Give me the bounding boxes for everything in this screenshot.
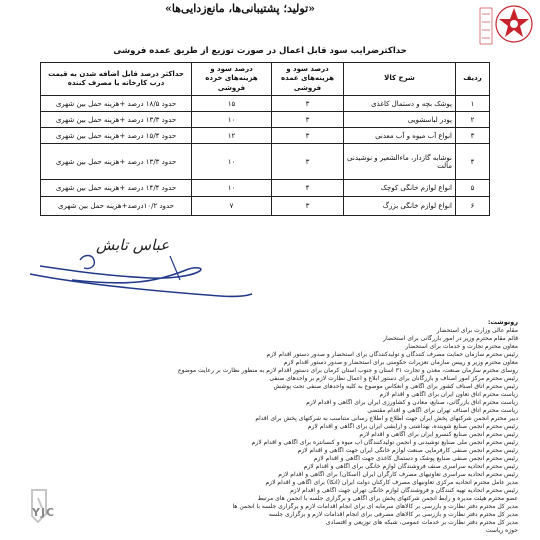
retail-percent: ۱۰ <box>192 112 272 128</box>
table-header-row <box>41 63 490 96</box>
table-row <box>41 197 490 216</box>
cc-line: رئیس محترم انجمن ملی صنایع نوشیدنی و انجمن تولیدکنندگان آب میوه و کنسانتره برای آگاهی و اقدام لازم <box>251 439 518 446</box>
row-number: ۱ <box>456 96 490 112</box>
cc-line: معاون محترم تجارت و خدمات برای استحضار <box>405 343 518 350</box>
cc-line: مدیر کل محترم دفتر نظارت و بازرسی بر کالاهای مصرفی برای انجام اقدامات لازم و برگزاری جلسه <box>268 511 518 518</box>
retail-percent: ۷ <box>192 197 272 216</box>
copy-recipients <box>18 318 518 534</box>
cc-list <box>18 327 518 535</box>
cc-header: رونوشت: <box>487 318 518 326</box>
wholesale-percent: ۳ <box>272 128 344 144</box>
slogan: «تولید؛ پشتیبانی‌ها، مانع‌زدایی‌ها» <box>164 2 316 15</box>
item-description: انواع آب میوه و آب معدنی <box>344 128 456 144</box>
item-description: انواع لوازم خانگی کوچک <box>344 180 456 197</box>
retail-percent: ۱۰ <box>192 144 272 180</box>
retail-percent: ۱۰ <box>192 180 272 197</box>
max-percent: حدود ۱۳/۳ درصد +هزینه حمل بین شهری <box>41 144 192 180</box>
cc-line: مدیر عامل محترم اتحادیه مرکزی تعاونیهای مصرف کارکنان دولت ایران (اتکا) برای آگاهی و اقدام لازم <box>265 479 518 486</box>
wholesale-percent: ۳ <box>272 96 344 112</box>
cc-line: عضو محترم هیئت مدیره و رابط انجمن شرکتهای پخش برای آگاهی و برگزاری جلسه با انجمن های مرتبط <box>257 495 518 502</box>
max-percent: حدود ۱۰/۲درصد+هزینه حمل بین شهری <box>41 197 192 216</box>
wholesale-percent: ۳ <box>272 197 344 216</box>
cc-line: رئیس محترم انجمن صنایع شوینده، بهداشتی و آرایشی ایران برای آگاهی و اقدام لازم <box>307 423 518 430</box>
max-percent: حدود ۱۳/۳ درصد +هزینه حمل بین شهری <box>41 112 192 128</box>
cc-line: رئیس محترم سازمان حمایت مصرف کنندگان و تولیدکنندگان برای استحضار و صدور دستور اقدام لازم <box>266 351 518 358</box>
cc-line: ریاست محترم اتاق بازرگانی، صنایع، معادن و کشاورزی ایران برای آگاهی و اقدام لازم <box>306 399 518 406</box>
item-description: نوشابه گازدار، ماءالشعیر و نوشیدنی مالت <box>344 144 456 180</box>
header-item: شرح کالا <box>344 63 456 96</box>
table-row <box>41 128 490 144</box>
document-title: حداکثرضرایب سود قابل اعمال در صورت توزیع از طریق عمده فروشی <box>113 46 407 56</box>
header-row-number: ردیف <box>456 63 490 96</box>
header-retail: درصد سود و هزینه‌های خرده فروشی <box>192 63 272 96</box>
max-percent: حدود ۱۵/۴ درصد +هزینه حمل بین شهری <box>41 128 192 144</box>
cc-line: رئیس محترم انجمن صنفی صنایع پوشک و دستمال کاغذی جهت آگاهی و اقدام لازم <box>313 455 518 462</box>
cc-line: دبیر محترم انجمن شرکتهای پخش ایران جهت اطلاع و اطلاع رسانی متناسب به شرکتهای پخش برای اقدام <box>255 415 518 422</box>
cc-line: روسای محترم سازمان صنعت، معدن و تجارت ۳۱ استان و جنوب استان کرمان برای دستور اقدام لازم به منظور نظارت بر رعایت موضوع <box>178 367 518 374</box>
cc-line: معاون محترم وزیر و رییس سازمان تعزیرات حکومتی برای استحضار و صدور دستور اقدام لازم <box>283 359 518 366</box>
watermark-text: YJC <box>32 506 56 519</box>
max-percent: حدود ۱۸/۵ درصد +هزینه حمل بین شهری <box>41 96 192 112</box>
cc-line: رئیس محترم اتحادیه تهیه کنندگان و فروشندگان لوازم خانگی تهران جهت آگاهی و اقدام لازم <box>290 487 518 494</box>
cc-line: ریاست محترم اتاق تعاون ایران برای آگاهی و اقدام لازم <box>379 391 518 398</box>
header-wholesale: درصد سود و هزینه‌های عمده فروشی <box>272 63 344 96</box>
table-row <box>41 144 490 180</box>
cc-line: رئیس محترم اتاق اصناف کشور برای آگاهی و انعکاس موضوع به کلیه واحدهای صنفی تحت پوشش <box>273 383 518 390</box>
table-body <box>41 96 490 216</box>
cc-line: مدیر کل محترم دفتر نظارت بر خدمات عمومی، شبکه های توزیعی و اقتصادی <box>326 519 518 526</box>
cc-line: حوزه ریاست <box>485 527 518 534</box>
table-row <box>41 112 490 128</box>
profit-margin-table-wrapper <box>40 62 490 216</box>
cc-line: رئیس محترم اتحادیه سراسری تعاونیهای مصرف کارگران ایران (اسکان) برای آگاهی و اقدام لازم <box>278 471 518 478</box>
cc-line: رئیس محترم مرکز امور اصناف و بازرگانان برای دستور ابلاغ و اعمال نظارت لازم بر واحدهای صنفی <box>269 375 518 382</box>
row-number: ۶ <box>456 197 490 216</box>
cc-line: مقام عالی وزارت برای استحضار <box>436 327 518 334</box>
wholesale-percent: ۴ <box>272 180 344 197</box>
table-row <box>41 180 490 197</box>
row-number: ۵ <box>456 180 490 197</box>
item-description: پوشک بچه و دستمال کاغذی <box>344 96 456 112</box>
cc-line: رئیس محترم انجمن صنایع کنسرو ایران برای آگاهی و اقدام لازم <box>359 431 518 438</box>
wholesale-percent: ۳ <box>272 112 344 128</box>
row-number: ۴ <box>456 144 490 180</box>
max-percent: حدود ۱۴/۴ درصد +هزینه حمل بین شهری <box>41 180 192 197</box>
header-max-percent: حداکثر درصد قابل اضافه شدن به قیمت درب کارخانه یا مصرف کننده <box>41 63 192 96</box>
item-description: پودر لباسشویی <box>344 112 456 128</box>
cc-line: رئیس محترم اتحادیه سراسری صنف فروشندگان لوازم خانگی برای آگاهی و اقدام لازم <box>303 463 518 470</box>
organization-star-logo-icon <box>474 0 538 52</box>
table-row <box>41 96 490 112</box>
cc-line: قائم مقام محترم وزیر در امور بازرگانی برای استحضار <box>383 335 518 342</box>
row-number: ۳ <box>456 128 490 144</box>
profit-margin-table <box>40 62 490 216</box>
cc-line: ریاست محترم اتاق اصناف تهران برای آگاهی و اقدام مقتضی <box>367 407 518 414</box>
signatory-name: عباس تابش <box>96 236 170 254</box>
item-description: انواع لوازم خانگی بزرگ <box>344 197 456 216</box>
retail-percent: ۱۲ <box>192 128 272 144</box>
retail-percent: ۱۵ <box>192 96 272 112</box>
wholesale-percent: ۳ <box>272 144 344 180</box>
cc-line: مدیر کل محترم دفتر نظارت و بازرسی بر کالاهای سرمایه ای برای انجام اقدامات لازم و برگزاری جلسه با انجمن ها <box>232 503 518 510</box>
cc-line: رئیس محترم انجمن صنفی کارفرمایی صنعت لوازم خانگی ایران جهت آگاهی و اقدام لازم <box>297 447 518 454</box>
row-number: ۲ <box>456 112 490 128</box>
